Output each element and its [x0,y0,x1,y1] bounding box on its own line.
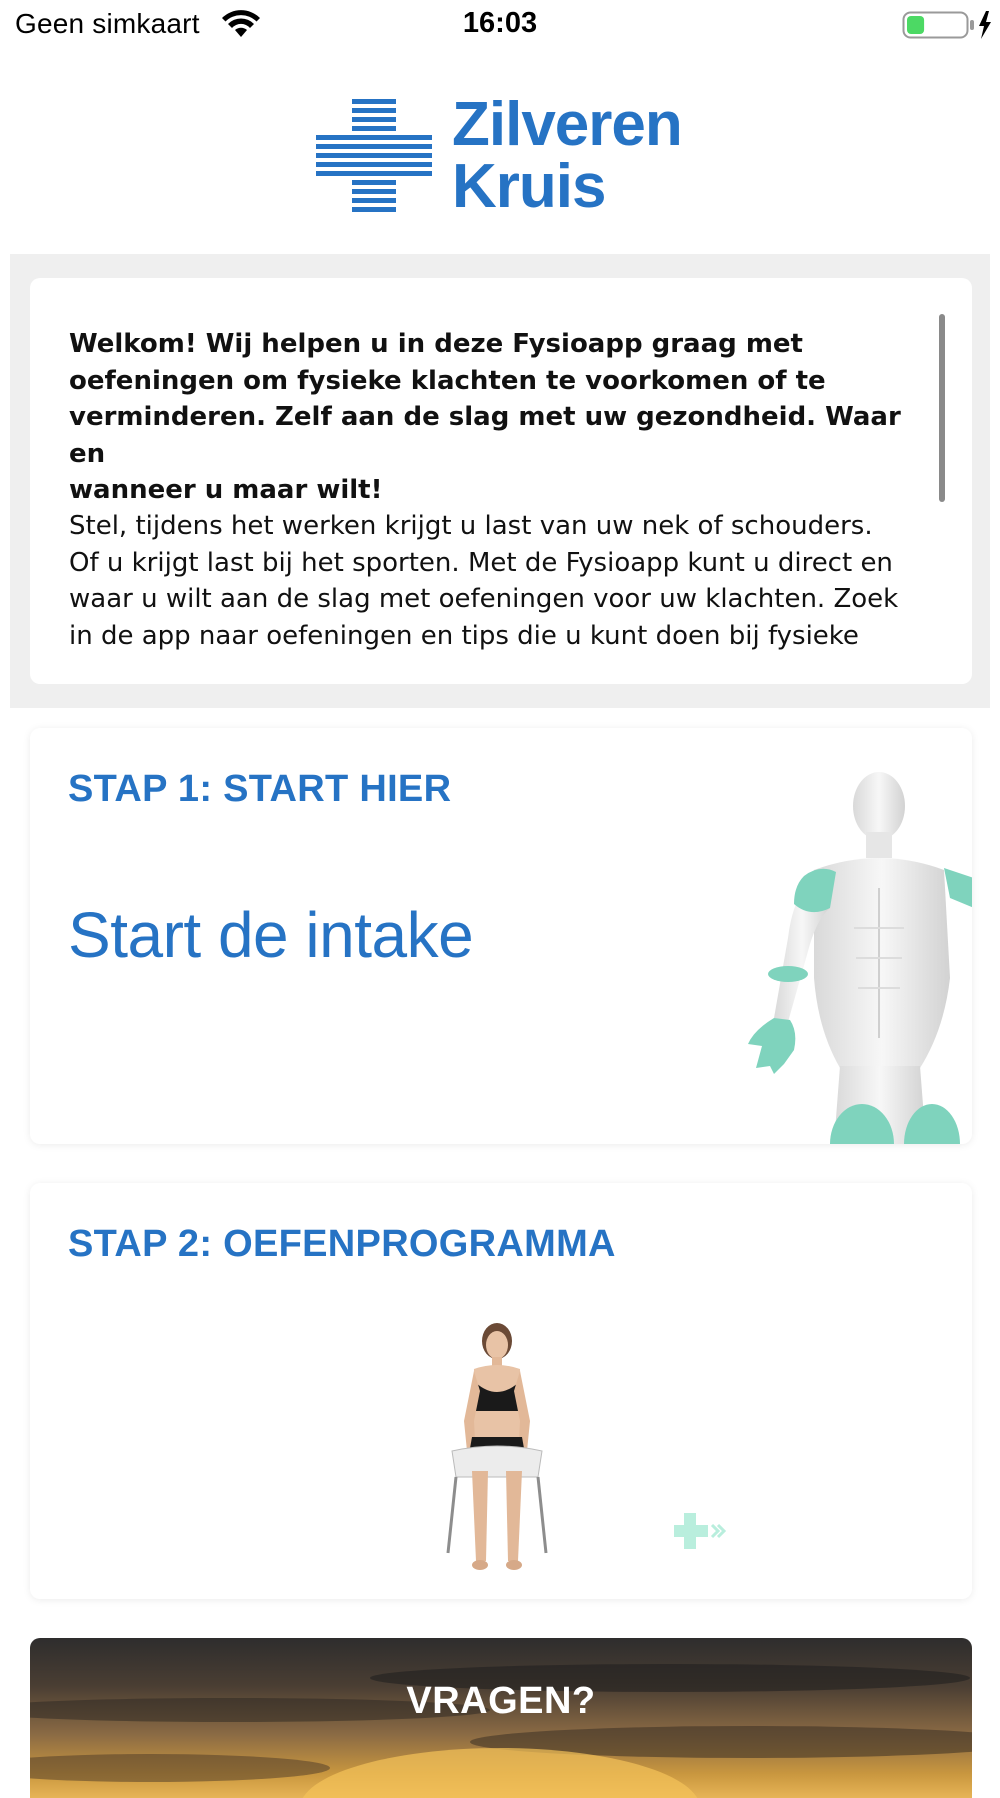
intro-body-text: Stel, tijdens het werken krijgt u last van uw nek of schouders. Of u krijgt last bij het sporten. Met de Fysioapp kunt u direct en waar u wilt aan de slag met oefeningen voor uw klachten. Zoek in de app naar oefeningen en tips die u kunt doen bij fysieke [69,511,899,651]
start-intake-label: Start de intake [68,899,474,971]
zilveren-kruis-logo [316,90,690,221]
logo-line-1: Zilveren [452,90,682,159]
logo-wordmark [452,90,682,221]
striped-cross-icon [316,98,432,214]
status-bar [0,0,1000,52]
questions-title: VRAGEN? [406,1680,596,1722]
step2-card[interactable] [30,1183,972,1599]
carrier-label: Geen simkaart [15,8,200,39]
step2-title: STAP 2: OEFENPROGRAMMA [68,1223,616,1265]
intro-scrollbar[interactable] [939,314,945,502]
intro-card[interactable] [30,278,972,684]
logo-line-2: Kruis [452,152,606,221]
faded-cross-icon [674,1509,730,1559]
questions-card[interactable] [30,1638,972,1798]
step1-card[interactable] [30,728,972,1144]
body-model-figure [744,768,972,1144]
clock: 16:03 [462,7,538,39]
battery-charging-icon [902,8,994,42]
seated-woman-figure [442,1321,552,1579]
intro-welcome-text: Welkom! Wij helpen u in deze Fysioapp graag met oefeningen om fysieke klachten te voorkomen of te verminderen. Zelf aan de slag met uw gezondheid. Waar en wanneer u maar wilt! [69,329,901,505]
step1-title: STAP 1: START HIER [68,768,452,810]
